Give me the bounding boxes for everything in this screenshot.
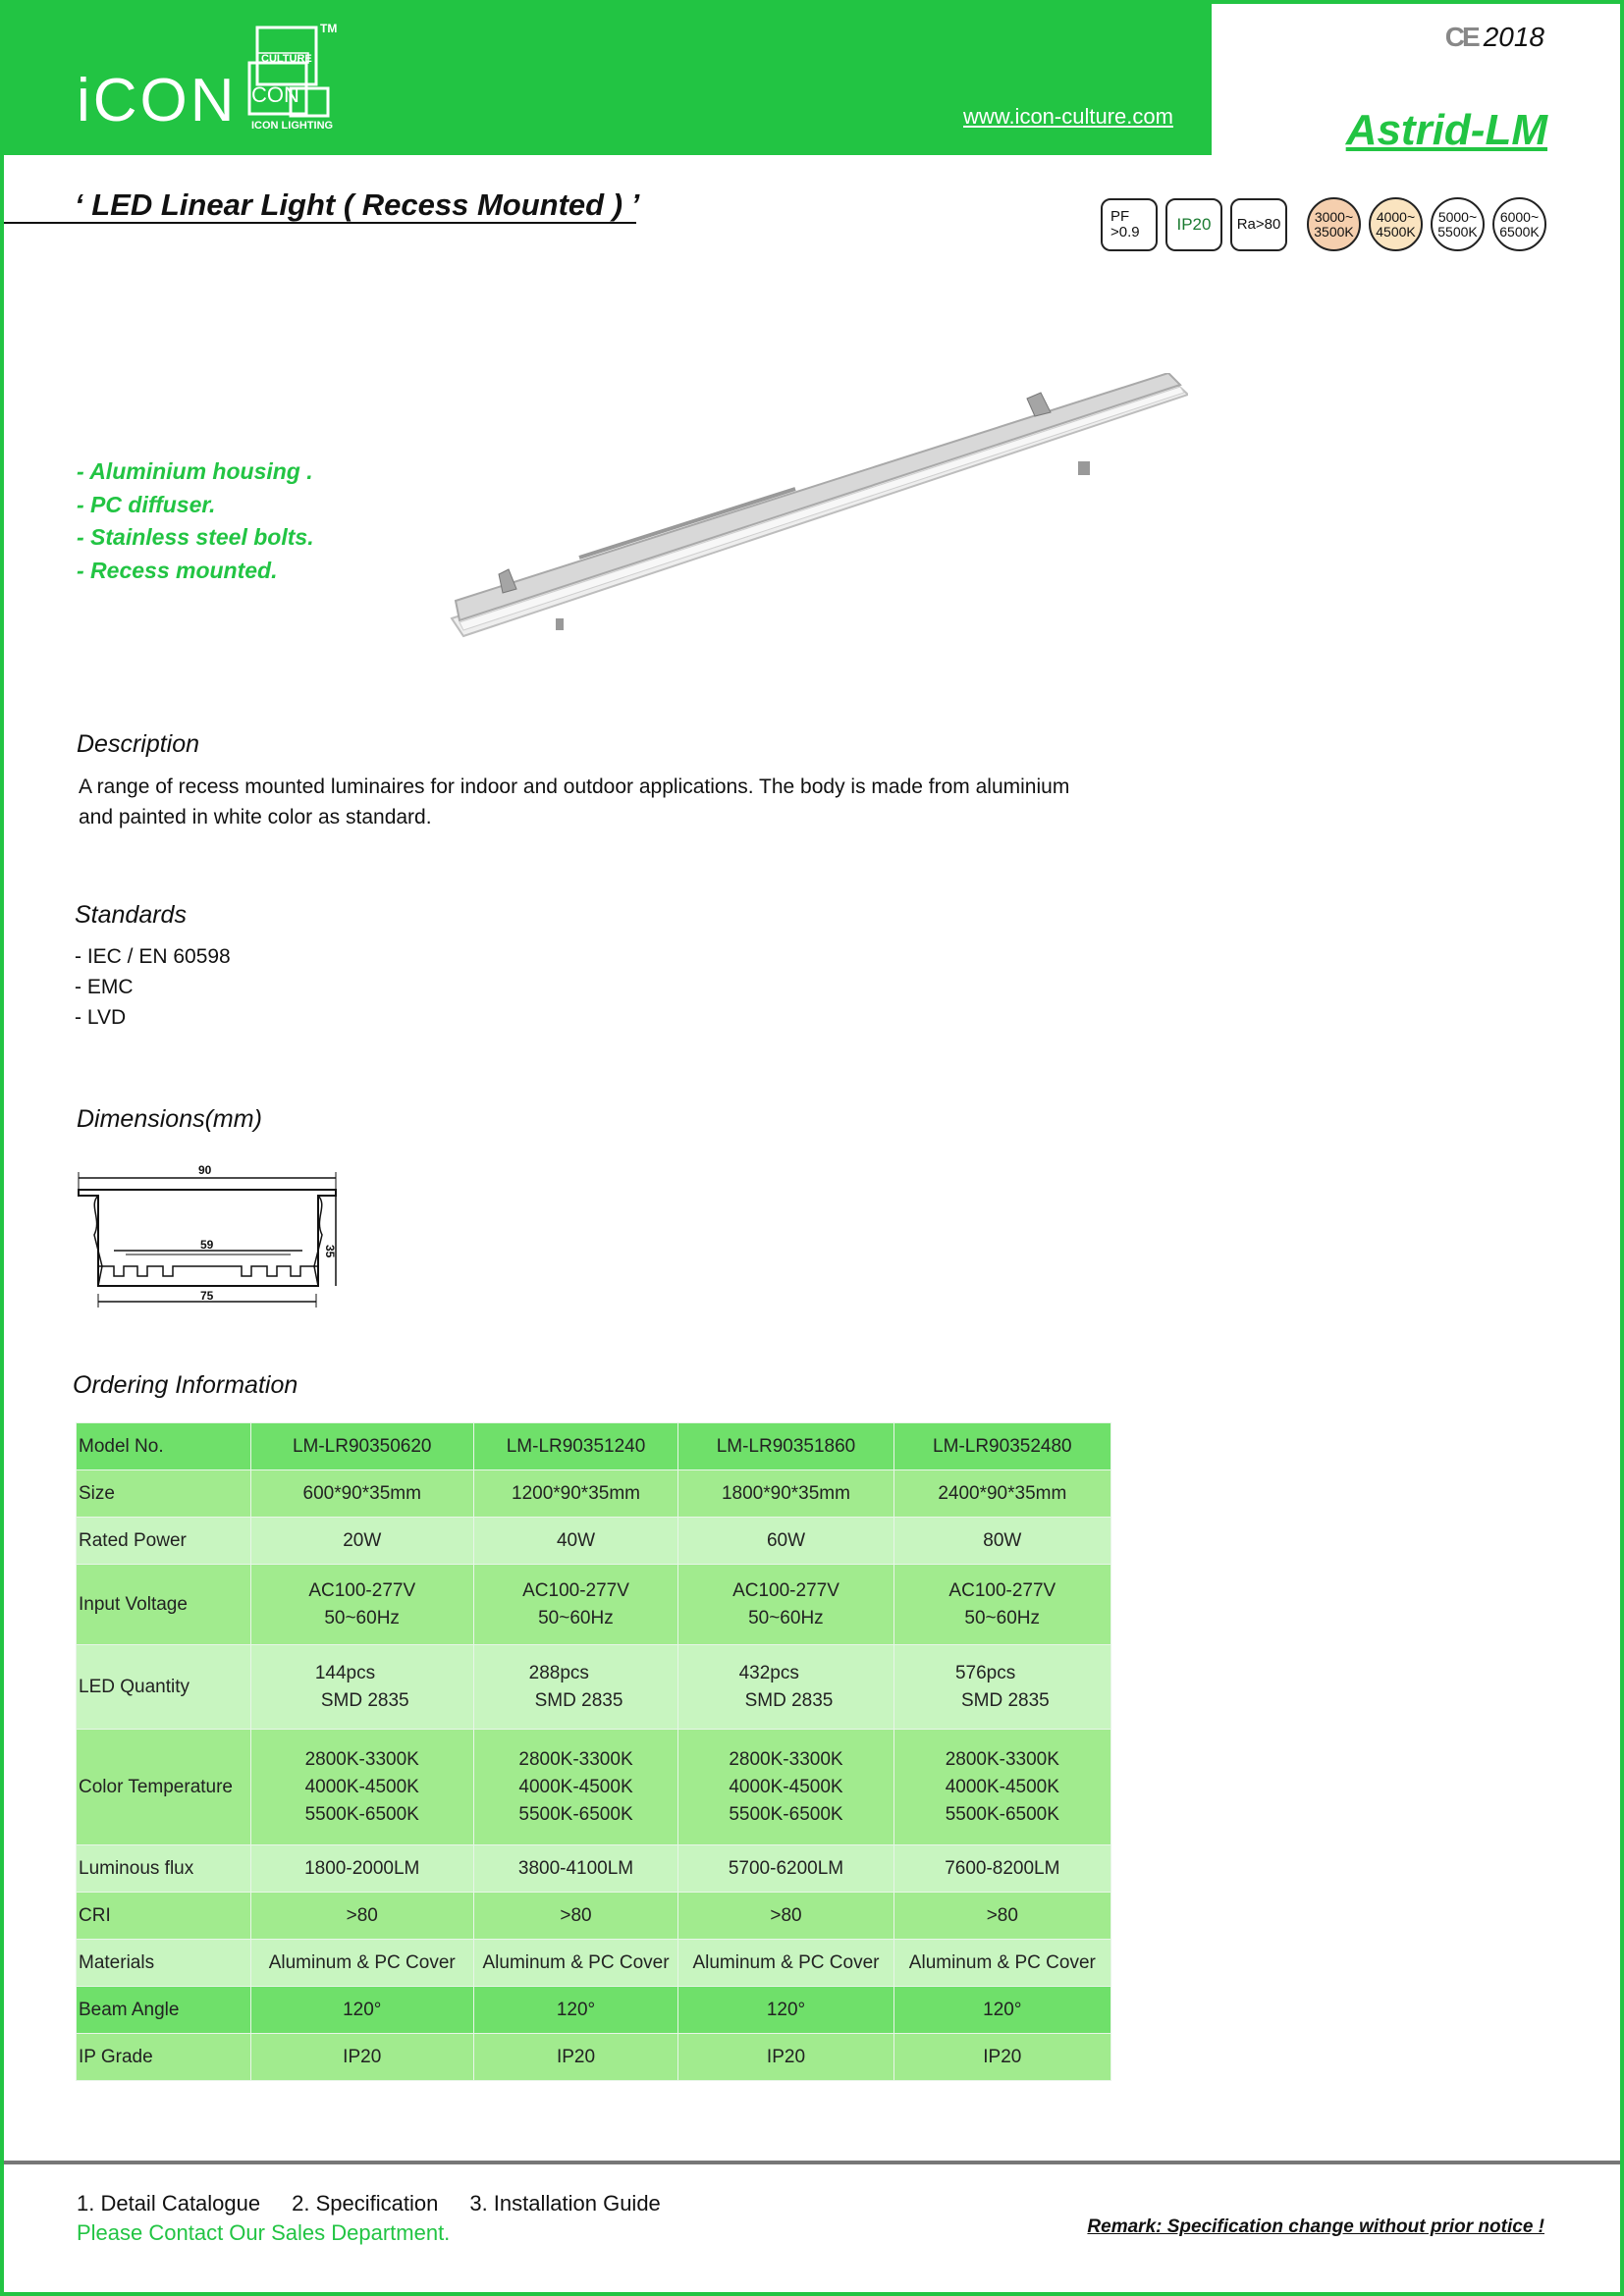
model-header-cell: LM-LR90351860 (678, 1423, 893, 1470)
table-cell: 20W (250, 1518, 473, 1565)
table-cell: >80 (473, 1893, 678, 1940)
row-label: Materials (77, 1940, 251, 1987)
title-underline (4, 222, 636, 224)
table-row (77, 1987, 1111, 2034)
table-row (77, 1565, 1111, 1645)
table-cell (678, 1730, 893, 1845)
dimensions-heading: Dimensions(mm) (77, 1105, 262, 1133)
cell-line: 576pcs (954, 1662, 1016, 1683)
cell-line: 144pcs (314, 1662, 376, 1683)
standards-heading: Standards (75, 901, 187, 929)
cell-line: 4000K-4500K (729, 1776, 843, 1797)
badge-cct-line1: 6000~ (1499, 208, 1540, 225)
description-line: and painted in white color as standard. (79, 806, 432, 828)
cell-line: SMD 2835 (320, 1689, 409, 1711)
table-cell (893, 1645, 1110, 1730)
badge-cct-line1: 4000~ (1376, 208, 1416, 225)
badge-cct-line1: 3000~ (1314, 208, 1354, 225)
table-row (77, 1845, 1111, 1893)
table-cell: Aluminum & PC Cover (250, 1940, 473, 1987)
row-label: Model No. (77, 1423, 251, 1470)
table-cell: IP20 (893, 2034, 1110, 2081)
cell-line: 2800K-3300K (945, 1748, 1059, 1770)
model-header-cell: LM-LR90352480 (893, 1423, 1110, 1470)
table-cell (678, 1565, 893, 1645)
cell-line: SMD 2835 (744, 1689, 834, 1711)
table-row (77, 1423, 1111, 1470)
row-label: Rated Power (77, 1518, 251, 1565)
row-label: Input Voltage (77, 1565, 251, 1645)
feature-item: - Stainless steel bolts. (77, 524, 314, 550)
year: 2018 (1483, 22, 1544, 52)
contact-note: Please Contact Our Sales Department. (77, 2220, 451, 2245)
table-cell: IP20 (250, 2034, 473, 2081)
website-link[interactable]: www.icon-culture.com (963, 104, 1173, 129)
description-text (79, 772, 1069, 832)
table-row (77, 1893, 1111, 1940)
dim-label-inner: 59 (200, 1238, 214, 1252)
row-label: Beam Angle (77, 1987, 251, 2034)
cell-line: 50~60Hz (324, 1607, 400, 1629)
table-cell: 1800*90*35mm (678, 1470, 893, 1518)
table-row (77, 1518, 1111, 1565)
ordering-heading: Ordering Information (73, 1371, 298, 1399)
table-cell: Aluminum & PC Cover (473, 1940, 678, 1987)
table-cell: Aluminum & PC Cover (678, 1940, 893, 1987)
dimension-drawing (75, 1160, 350, 1309)
table-cell: 120° (473, 1987, 678, 2034)
table-cell: 40W (473, 1518, 678, 1565)
description-line: A range of recess mounted luminaires for indoor and outdoor applications. The body is made from aluminium (79, 775, 1070, 798)
table-cell: 80W (893, 1518, 1110, 1565)
table-cell: >80 (250, 1893, 473, 1940)
table-cell (250, 1730, 473, 1845)
badge-cct-line2: 6500K (1499, 223, 1540, 240)
table-cell (250, 1565, 473, 1645)
cell-line: AC100-277V (948, 1579, 1056, 1601)
row-label: Color Temperature (77, 1730, 251, 1845)
row-label: Size (77, 1470, 251, 1518)
badge-cct-line2: 5500K (1437, 223, 1478, 240)
cell-line: 288pcs (528, 1662, 589, 1683)
table-cell: >80 (678, 1893, 893, 1940)
cell-line: SMD 2835 (960, 1689, 1050, 1711)
table-cell: 5700-6200LM (678, 1845, 893, 1893)
ordering-table (76, 1422, 1111, 2081)
spec-badges (1101, 197, 1546, 251)
ce-year (1445, 22, 1544, 53)
badge-cct (1307, 197, 1361, 251)
standard-item: - IEC / EN 60598 (75, 945, 231, 968)
table-cell: 120° (250, 1987, 473, 2034)
table-cell: >80 (893, 1893, 1110, 1940)
cell-line: 5500K-6500K (945, 1803, 1059, 1825)
cell-line: 4000K-4500K (945, 1776, 1059, 1797)
badge-cct-line2: 4500K (1376, 223, 1416, 240)
cell-line: 50~60Hz (538, 1607, 614, 1629)
cell-line: 5500K-6500K (518, 1803, 633, 1825)
table-cell: 1800-2000LM (250, 1845, 473, 1893)
cell-line: 4000K-4500K (304, 1776, 419, 1797)
product-title: ‘ LED Linear Light ( Recess Mounted ) ’ (75, 187, 640, 222)
table-cell: 7600-8200LM (893, 1845, 1110, 1893)
cell-line: 2800K-3300K (518, 1748, 633, 1770)
table-cell (893, 1565, 1110, 1645)
product-image (442, 373, 1188, 648)
table-row (77, 1730, 1111, 1845)
badge-cct (1492, 197, 1546, 251)
table-cell: 2400*90*35mm (893, 1470, 1110, 1518)
table-cell: 60W (678, 1518, 893, 1565)
feature-item: - Aluminium housing . (77, 458, 313, 484)
brand-logo-icon (247, 24, 338, 122)
cell-line: 2800K-3300K (304, 1748, 419, 1770)
cell-line: 5500K-6500K (304, 1803, 419, 1825)
footer-link-catalogue[interactable]: 1. Detail Catalogue (77, 2191, 261, 2216)
badge-pf-line1: PF (1110, 207, 1130, 225)
footer-links (77, 2191, 661, 2216)
description-heading: Description (77, 730, 200, 758)
cell-line: 50~60Hz (964, 1607, 1041, 1629)
table-cell: 1200*90*35mm (473, 1470, 678, 1518)
cell-line: AC100-277V (308, 1579, 416, 1601)
table-cell: IP20 (473, 2034, 678, 2081)
cell-line: 432pcs (738, 1662, 799, 1683)
table-cell (893, 1730, 1110, 1845)
dim-label-width: 90 (198, 1163, 212, 1177)
ce-mark-icon: CE (1444, 22, 1478, 52)
row-label: Luminous flux (77, 1845, 251, 1893)
cell-line: 4000K-4500K (518, 1776, 633, 1797)
standard-item: - EMC (75, 976, 134, 998)
badge-cct (1369, 197, 1423, 251)
footer-link-specification[interactable]: 2. Specification (292, 2191, 439, 2216)
table-row (77, 1470, 1111, 1518)
standards-list (75, 941, 231, 1033)
table-cell (250, 1645, 473, 1730)
cell-line: AC100-277V (522, 1579, 629, 1601)
table-cell (678, 1645, 893, 1730)
row-label: IP Grade (77, 2034, 251, 2081)
brand-logo-text: iCON (77, 67, 238, 134)
badge-cct (1431, 197, 1485, 251)
footer-divider (4, 2161, 1620, 2164)
logo-word-culture: CULTURE (261, 53, 312, 65)
badge-cct-line2: 3500K (1314, 223, 1354, 240)
footer-link-installation[interactable]: 3. Installation Guide (469, 2191, 661, 2216)
cell-line: 5500K-6500K (729, 1803, 843, 1825)
table-cell: Aluminum & PC Cover (893, 1940, 1110, 1987)
logo-subtitle: ICON LIGHTING (251, 120, 334, 132)
table-cell: 120° (893, 1987, 1110, 2034)
table-cell: 600*90*35mm (250, 1470, 473, 1518)
badge-cct-line1: 5000~ (1437, 208, 1478, 225)
table-cell: 120° (678, 1987, 893, 2034)
feature-item: - PC diffuser. (77, 491, 216, 517)
feature-item: - Recess mounted. (77, 557, 278, 583)
table-cell: 3800-4100LM (473, 1845, 678, 1893)
logo-word-con: CON (251, 82, 299, 107)
badge-ra: Ra>80 (1230, 198, 1287, 251)
table-row (77, 1645, 1111, 1730)
standard-item: - LVD (75, 1006, 127, 1029)
table-cell (473, 1645, 678, 1730)
model-header-cell: LM-LR90351240 (473, 1423, 678, 1470)
cell-line: AC100-277V (732, 1579, 839, 1601)
badge-pf-line2: >0.9 (1110, 223, 1140, 240)
remark-note: Remark: Specification change without prior notice ! (1087, 2216, 1544, 2237)
badge-pf (1101, 198, 1158, 251)
model-header-cell: LM-LR90350620 (250, 1423, 473, 1470)
cell-line: 2800K-3300K (729, 1748, 843, 1770)
table-row (77, 2034, 1111, 2081)
cell-line: SMD 2835 (534, 1689, 623, 1711)
cell-line: 50~60Hz (748, 1607, 824, 1629)
row-label: LED Quantity (77, 1645, 251, 1730)
dim-label-height: 35 (323, 1245, 337, 1258)
table-cell: IP20 (678, 2034, 893, 2081)
trademark: TM (320, 22, 338, 35)
table-cell (473, 1730, 678, 1845)
feature-list (77, 455, 314, 587)
dim-label-base: 75 (200, 1289, 214, 1303)
model-name: Astrid-LM (1345, 106, 1547, 154)
table-row (77, 1940, 1111, 1987)
table-cell (473, 1565, 678, 1645)
cct-badges (1307, 197, 1546, 251)
row-label: CRI (77, 1893, 251, 1940)
badge-ip: IP20 (1165, 198, 1222, 251)
